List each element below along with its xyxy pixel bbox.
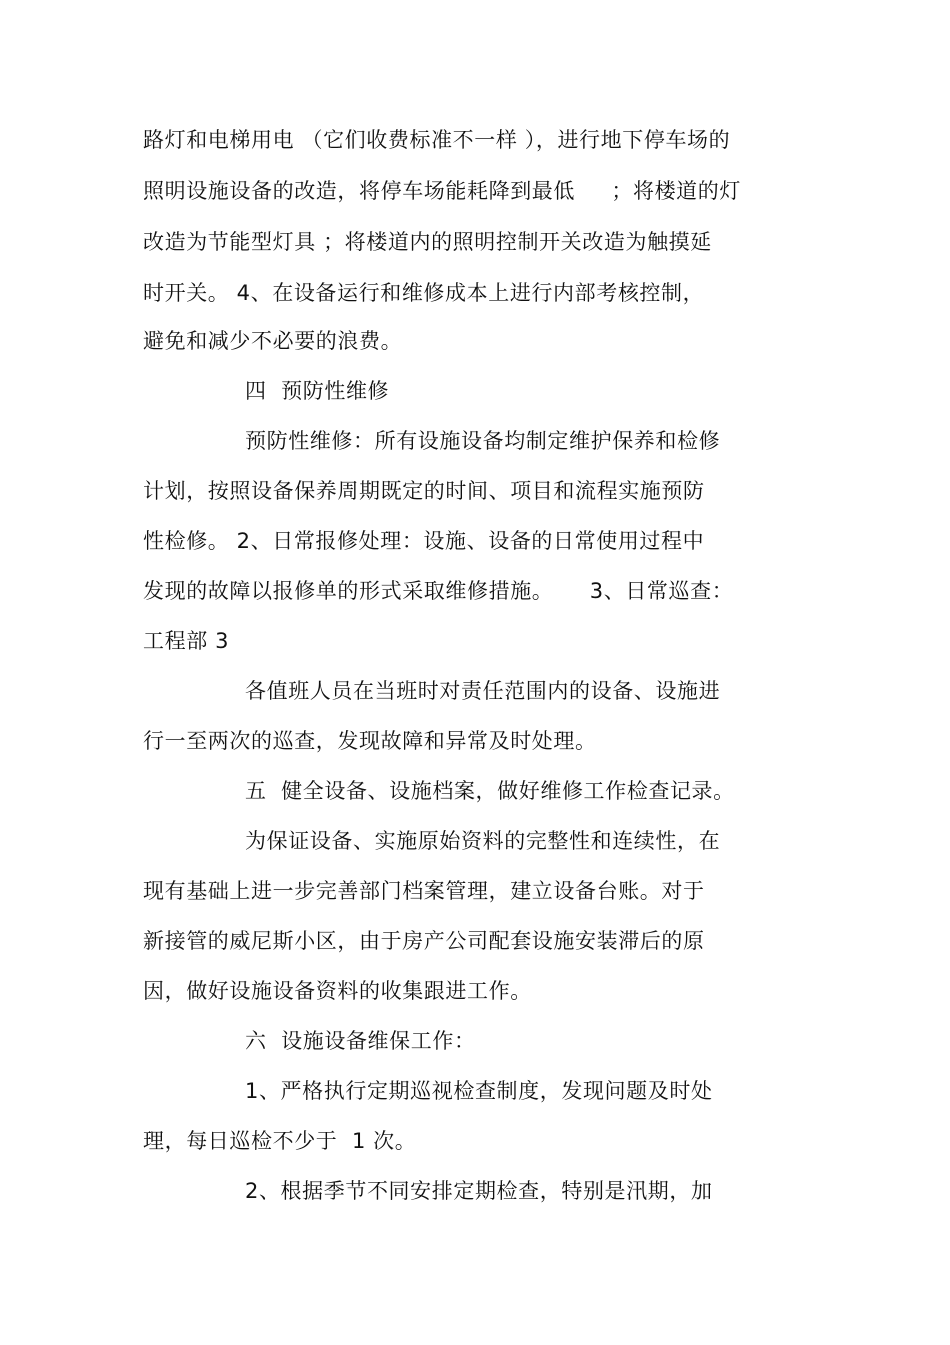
text-line: 预防性维修：所有设施设备均制定维护保养和检修 xyxy=(245,429,721,453)
text-line: 发现的故障以报修单的形式采取维修措施。 3、日常巡查： xyxy=(143,579,734,603)
text-line: 照明设施设备的改造，将停车场能耗降到最低 ；将楼道的灯 xyxy=(143,179,741,203)
text-line: 工程部 3 xyxy=(143,629,230,653)
text-line: 现有基础上进一步完善部门档案管理，建立设备台账。对于 xyxy=(143,879,705,903)
text-line: 1、严格执行定期巡视检查制度，发现问题及时处 xyxy=(245,1079,713,1103)
text-line: 路灯和电梯用电 （它们收费标准不一样 ），进行地下停车场的 xyxy=(143,128,731,152)
text-line: 因，做好设施设备资料的收集跟进工作。 xyxy=(143,979,532,1003)
text-line: 行一至两次的巡查，发现故障和异常及时处理。 xyxy=(143,729,597,753)
text-line: 性检修。 2、日常报修处理：设施、设备的日常使用过程中 xyxy=(143,529,705,553)
text-line: 改造为节能型灯具 ；将楼道内的照明控制开关改造为触摸延 xyxy=(143,230,712,254)
text-line: 各值班人员在当班时对责任范围内的设备、设施进 xyxy=(245,679,721,703)
text-line: 理，每日巡检不少于 1 次。 xyxy=(143,1129,417,1153)
text-line: 为保证设备、实施原始资料的完整性和连续性，在 xyxy=(245,829,721,853)
text-line: 新接管的威尼斯小区，由于房产公司配套设施安装滞后的原 xyxy=(143,929,705,953)
section-heading: 五 健全设备、设施档案，做好维修工作检查记录。 xyxy=(245,779,735,803)
text-line: 时开关。 4、在设备运行和维修成本上进行内部考核控制， xyxy=(143,281,705,305)
section-heading: 六 设施设备维保工作： xyxy=(245,1029,476,1053)
text-line: 2、根据季节不同安排定期检查，特别是汛期，加 xyxy=(245,1179,713,1203)
text-line: 计划，按照设备保养周期既定的时间、项目和流程实施预防 xyxy=(143,479,705,503)
section-heading: 四 预防性维修 xyxy=(245,379,390,403)
text-line: 避免和减少不必要的浪费。 xyxy=(143,329,403,353)
